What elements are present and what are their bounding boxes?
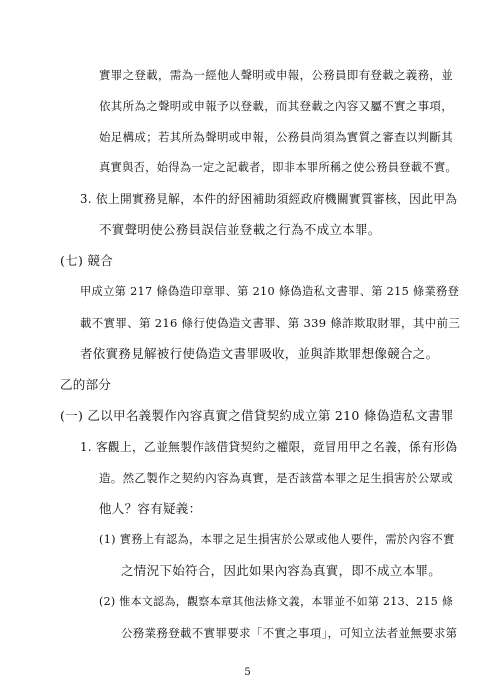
text-line: 他人？容有疑義： (99, 501, 202, 516)
list-item: (2) 惟本文認為，觀察本章其他法條文義，本罪並不如第 213、215 條 (99, 595, 454, 608)
text-line: 不實聲明使公務員誤信並登載之行為不成立本罪。 (99, 222, 381, 237)
section-heading: (一) 乙以甲名義製作內容真實之借貸契約成立第 210 條偽造私文書罪 (60, 408, 454, 423)
text-line: 依其所為之聲明或申報予以登載，而其登載之內容又屬不實之事項， (99, 99, 453, 113)
text-line: 者依實務見解被行使偽造文書罪吸收，並與詐欺罪想像競合之。 (80, 346, 439, 361)
text-line: 造。然乙製作之契約內容為真實，是否該當本罪之足生損害於公眾或 (99, 471, 453, 485)
text-line: 甲成立第 217 條偽造印章罪、第 210 條偽造私文書罪、第 215 條業務登 (80, 285, 460, 298)
text-line: 之情況下始符合，因此如果內容為真實，即不成立本罪。 (121, 563, 442, 578)
section-heading: (七) 競合 (60, 253, 114, 268)
list-item: 3. 依上開實務見解，本件的紓困補助須經政府機關實質審核，因此甲為 (80, 192, 458, 206)
text-line: 始足構成；若其所為聲明或申報，公務員尚須為實質之審查以判斷其 (99, 130, 453, 144)
text-line: 載不實罪、第 216 條行使偽造文書罪、第 339 條詐欺取財罪，其中前三 (80, 316, 461, 330)
text-line: 真實與否，始得為一定之記載者，即非本罪所稱之使公務員登載不實。 (99, 161, 458, 174)
text-line: 實罪之登載，需為一經他人聲明或申報，公務員即有登載之義務，並 (99, 68, 453, 82)
page-number: 5 (244, 667, 251, 678)
section-heading: 乙的部分 (60, 377, 112, 392)
list-item: (1) 實務上有認為，本罪之足生損害於公眾或他人要件，需於內容不實 (99, 533, 455, 546)
list-item: 1. 客觀上，乙並無製作該借貸契約之權限，竟冒用甲之名義，係有形偽 (80, 440, 458, 454)
text-line: 公務業務登載不實罪要求「不實之事項」，可知立法者並無要求第 (121, 626, 458, 640)
